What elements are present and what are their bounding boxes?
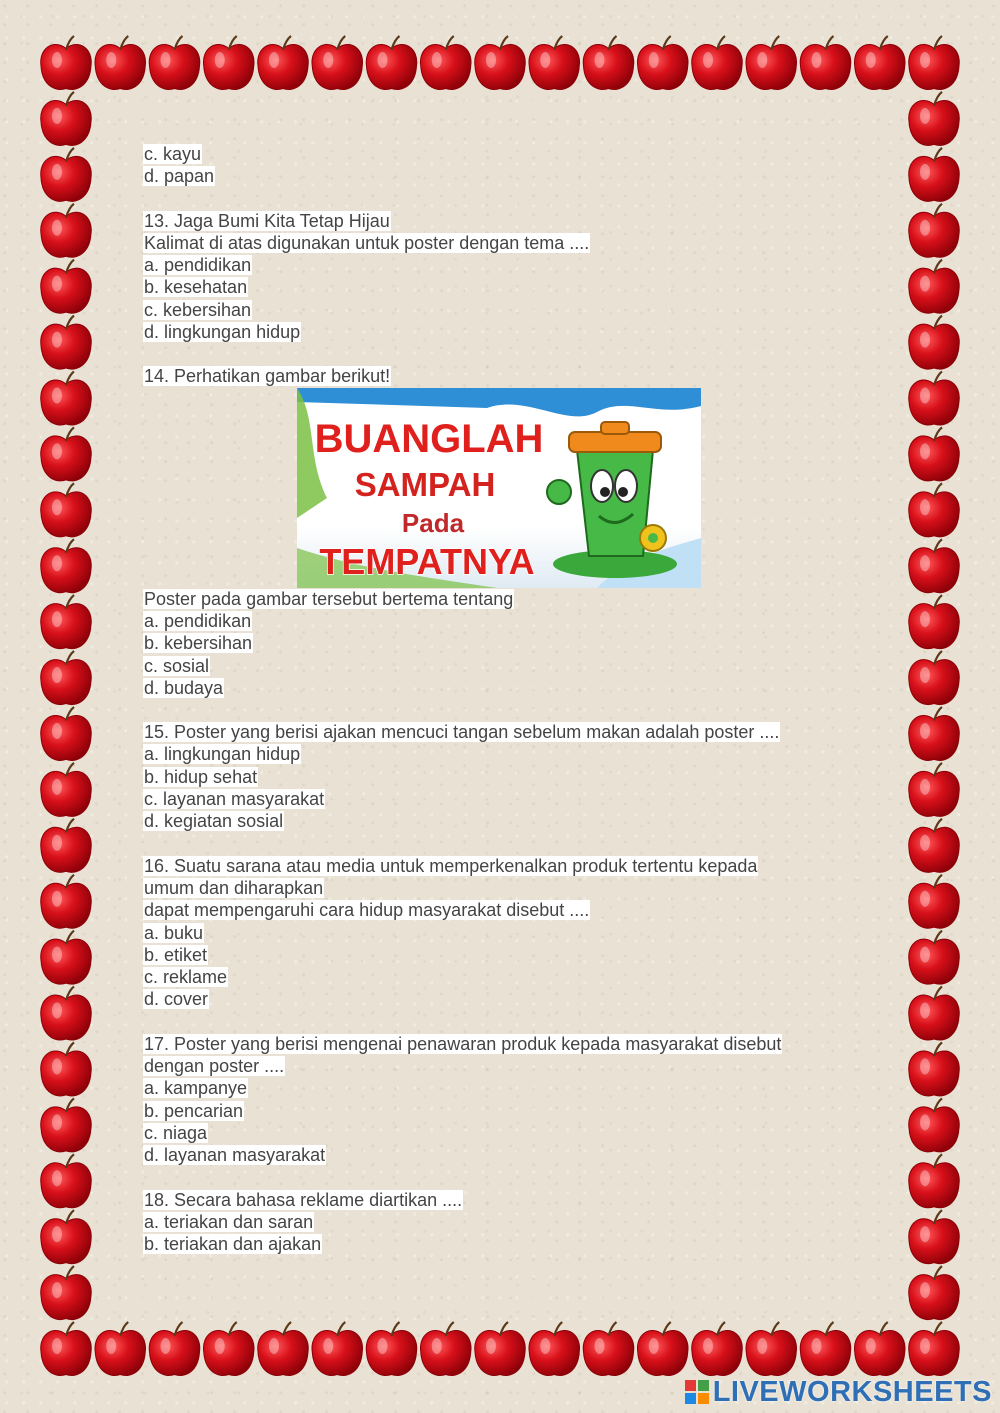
blank-line	[143, 699, 843, 721]
apple-icon	[800, 1322, 851, 1376]
text-line-content: 16. Suatu sarana atau media untuk memperkenalkan produk tertentu kepada	[144, 855, 758, 876]
text-line	[143, 655, 843, 677]
text-line	[143, 677, 843, 699]
apple-icon	[475, 1322, 526, 1376]
apple-icon	[41, 148, 92, 202]
apple-icon	[909, 316, 960, 370]
text-line-content: d. cover	[144, 989, 209, 1010]
apple-icon	[583, 36, 634, 90]
apple-icon	[909, 987, 960, 1041]
apple-icon	[583, 1322, 634, 1376]
text-line-content: c. reklame	[144, 967, 228, 988]
text-line	[143, 1055, 843, 1077]
text-line-content: a. buku	[144, 922, 204, 943]
text-line-content: c. sosial	[144, 655, 210, 676]
text-line	[143, 966, 843, 988]
apple-icon	[41, 987, 92, 1041]
apple-icon	[41, 1210, 92, 1264]
apple-icon	[420, 36, 471, 90]
text-line-content: d. layanan masyarakat	[144, 1145, 326, 1166]
text-line-content: 14. Perhatikan gambar berikut!	[144, 366, 391, 387]
apple-icon	[909, 1154, 960, 1208]
apple-icon	[41, 819, 92, 873]
sky-band	[297, 388, 701, 416]
apple-icon	[692, 36, 743, 90]
text-line-content: Kalimat di atas digunakan untuk poster dengan tema ....	[144, 232, 590, 253]
apple-icon	[41, 595, 92, 649]
text-line-content: c. kebersihan	[144, 299, 252, 320]
apple-icon	[529, 36, 580, 90]
question-lines-before	[143, 143, 843, 388]
blank-line	[143, 188, 843, 210]
text-line	[143, 1211, 843, 1233]
text-line	[143, 1189, 843, 1211]
text-line	[143, 1233, 843, 1255]
text-line-content: 17. Poster yang berisi mengenai penawaran produk kepada masyarakat disebut	[144, 1033, 782, 1054]
apple-icon	[95, 36, 146, 90]
trash-bin-character	[547, 422, 677, 578]
blank-line	[143, 1167, 843, 1189]
apple-icon	[420, 1322, 471, 1376]
text-line-content: a. kampanye	[144, 1078, 248, 1099]
apple-icon	[41, 371, 92, 425]
apple-icon	[41, 260, 92, 314]
text-line	[143, 766, 843, 788]
apple-icon	[909, 875, 960, 929]
apple-icon	[203, 1322, 254, 1376]
text-line-content: a. pendidikan	[144, 610, 252, 631]
text-line	[143, 165, 843, 187]
apple-icon	[41, 707, 92, 761]
apple-icon	[95, 1322, 146, 1376]
apple-icon	[909, 1210, 960, 1264]
blank-line	[143, 1011, 843, 1033]
apple-icon	[41, 1322, 92, 1376]
apple-icon	[692, 1322, 743, 1376]
text-line-content: a. lingkungan hidup	[144, 744, 301, 765]
apple-icon	[41, 931, 92, 985]
apple-icon	[800, 36, 851, 90]
apple-icon	[909, 92, 960, 146]
apple-icon	[909, 483, 960, 537]
text-line-content: d. papan	[144, 166, 215, 187]
text-line	[143, 922, 843, 944]
text-line-content: d. budaya	[144, 677, 224, 698]
apple-icon	[203, 36, 254, 90]
text-line-content: a. pendidikan	[144, 255, 252, 276]
apple-icon	[41, 483, 92, 537]
text-line-content: dengan poster ....	[144, 1056, 285, 1077]
text-line	[143, 588, 843, 610]
apple-icon	[366, 1322, 417, 1376]
text-line-content: d. lingkungan hidup	[144, 322, 301, 343]
text-line	[143, 299, 843, 321]
liveworksheets-watermark	[685, 1377, 992, 1407]
worksheet-content	[143, 143, 843, 1255]
poster-image	[297, 388, 701, 588]
apple-icon	[41, 1098, 92, 1152]
apple-icon	[41, 651, 92, 705]
text-line-content: b. kesehatan	[144, 277, 248, 298]
apple-icon	[909, 595, 960, 649]
question-lines-after	[143, 588, 843, 1256]
text-line	[143, 365, 843, 387]
apple-icon	[854, 1322, 905, 1376]
text-line	[143, 232, 843, 254]
text-line-content: b. pencarian	[144, 1100, 244, 1121]
apple-icon	[909, 260, 960, 314]
text-line	[143, 1100, 843, 1122]
text-line-content: d. kegiatan sosial	[144, 811, 284, 832]
text-line	[143, 632, 843, 654]
text-line-content: c. kayu	[144, 144, 202, 164]
apple-icon	[149, 1322, 200, 1376]
apple-icon	[909, 1042, 960, 1096]
apple-icon	[909, 707, 960, 761]
poster-line1: BUANGLAH	[314, 416, 544, 461]
apple-icon	[909, 427, 960, 481]
blank-line	[143, 343, 843, 365]
apple-icon	[41, 36, 92, 90]
text-line	[143, 877, 843, 899]
apple-icon	[41, 1154, 92, 1208]
text-line	[143, 743, 843, 765]
apple-icon	[41, 875, 92, 929]
apple-icon	[909, 539, 960, 593]
apple-icon	[312, 1322, 363, 1376]
apple-icon	[909, 371, 960, 425]
apple-icon	[312, 36, 363, 90]
apple-icon	[475, 36, 526, 90]
text-line-content: c. niaga	[144, 1122, 208, 1143]
apple-icon	[41, 316, 92, 370]
apple-icon	[41, 427, 92, 481]
liveworksheets-logo-icon	[685, 1380, 709, 1404]
apple-icon	[854, 36, 905, 90]
apple-icon	[41, 539, 92, 593]
apple-icon	[258, 36, 309, 90]
apple-icon	[41, 204, 92, 258]
apple-icon	[258, 1322, 309, 1376]
text-line-content: umum dan diharapkan	[144, 877, 324, 898]
apple-icon	[41, 1042, 92, 1096]
text-line	[143, 143, 843, 165]
text-line	[143, 810, 843, 832]
apple-icon	[909, 931, 960, 985]
text-line-content: 13. Jaga Bumi Kita Tetap Hijau	[144, 210, 390, 231]
apple-icon	[366, 36, 417, 90]
text-line	[143, 788, 843, 810]
text-line	[143, 1033, 843, 1055]
apple-icon	[41, 763, 92, 817]
apple-icon	[909, 763, 960, 817]
text-line	[143, 1122, 843, 1144]
apple-icon	[149, 36, 200, 90]
text-line	[143, 721, 843, 743]
apple-icon	[909, 36, 960, 90]
text-line	[143, 855, 843, 877]
apple-icon	[909, 651, 960, 705]
text-line	[143, 276, 843, 298]
text-line	[143, 210, 843, 232]
apple-icon	[909, 148, 960, 202]
watermark-text: LIVEWORKSHEETS	[712, 1375, 992, 1408]
text-line-content: c. layanan masyarakat	[144, 789, 325, 810]
text-line	[143, 944, 843, 966]
poster-line4: TEMPATNYA	[319, 540, 535, 582]
apple-icon	[909, 204, 960, 258]
text-line	[143, 899, 843, 921]
text-line-content: b. kebersihan	[144, 633, 253, 654]
text-line-content: 15. Poster yang berisi ajakan mencuci tangan sebelum makan adalah poster ....	[144, 722, 780, 743]
blank-line	[143, 833, 843, 855]
poster-line3: Pada	[401, 507, 465, 538]
text-line-content: b. hidup sehat	[144, 766, 258, 787]
text-line	[143, 254, 843, 276]
apple-icon	[746, 36, 797, 90]
text-line	[143, 1077, 843, 1099]
text-line-content: 18. Secara bahasa reklame diartikan ....	[144, 1189, 463, 1210]
apple-icon	[909, 1322, 960, 1376]
text-line-content: dapat mempengaruhi cara hidup masyarakat disebut ....	[144, 900, 590, 921]
apple-icon	[909, 1098, 960, 1152]
apple-icon	[637, 36, 688, 90]
apple-icon	[41, 1266, 92, 1320]
text-line	[143, 1144, 843, 1166]
text-line-content: b. etiket	[144, 944, 208, 965]
poster-line2: SAMPAH	[354, 465, 496, 503]
apple-icon	[909, 819, 960, 873]
apple-icon	[637, 1322, 688, 1376]
apple-icon	[41, 92, 92, 146]
text-line	[143, 988, 843, 1010]
text-line-content: b. teriakan dan ajakan	[144, 1234, 322, 1255]
text-line-content: Poster pada gambar tersebut bertema tentang	[144, 588, 514, 609]
apple-icon	[909, 1266, 960, 1320]
text-line-content: a. teriakan dan saran	[144, 1211, 314, 1232]
apple-icon	[529, 1322, 580, 1376]
apple-icon	[746, 1322, 797, 1376]
text-line	[143, 321, 843, 343]
text-line	[143, 610, 843, 632]
